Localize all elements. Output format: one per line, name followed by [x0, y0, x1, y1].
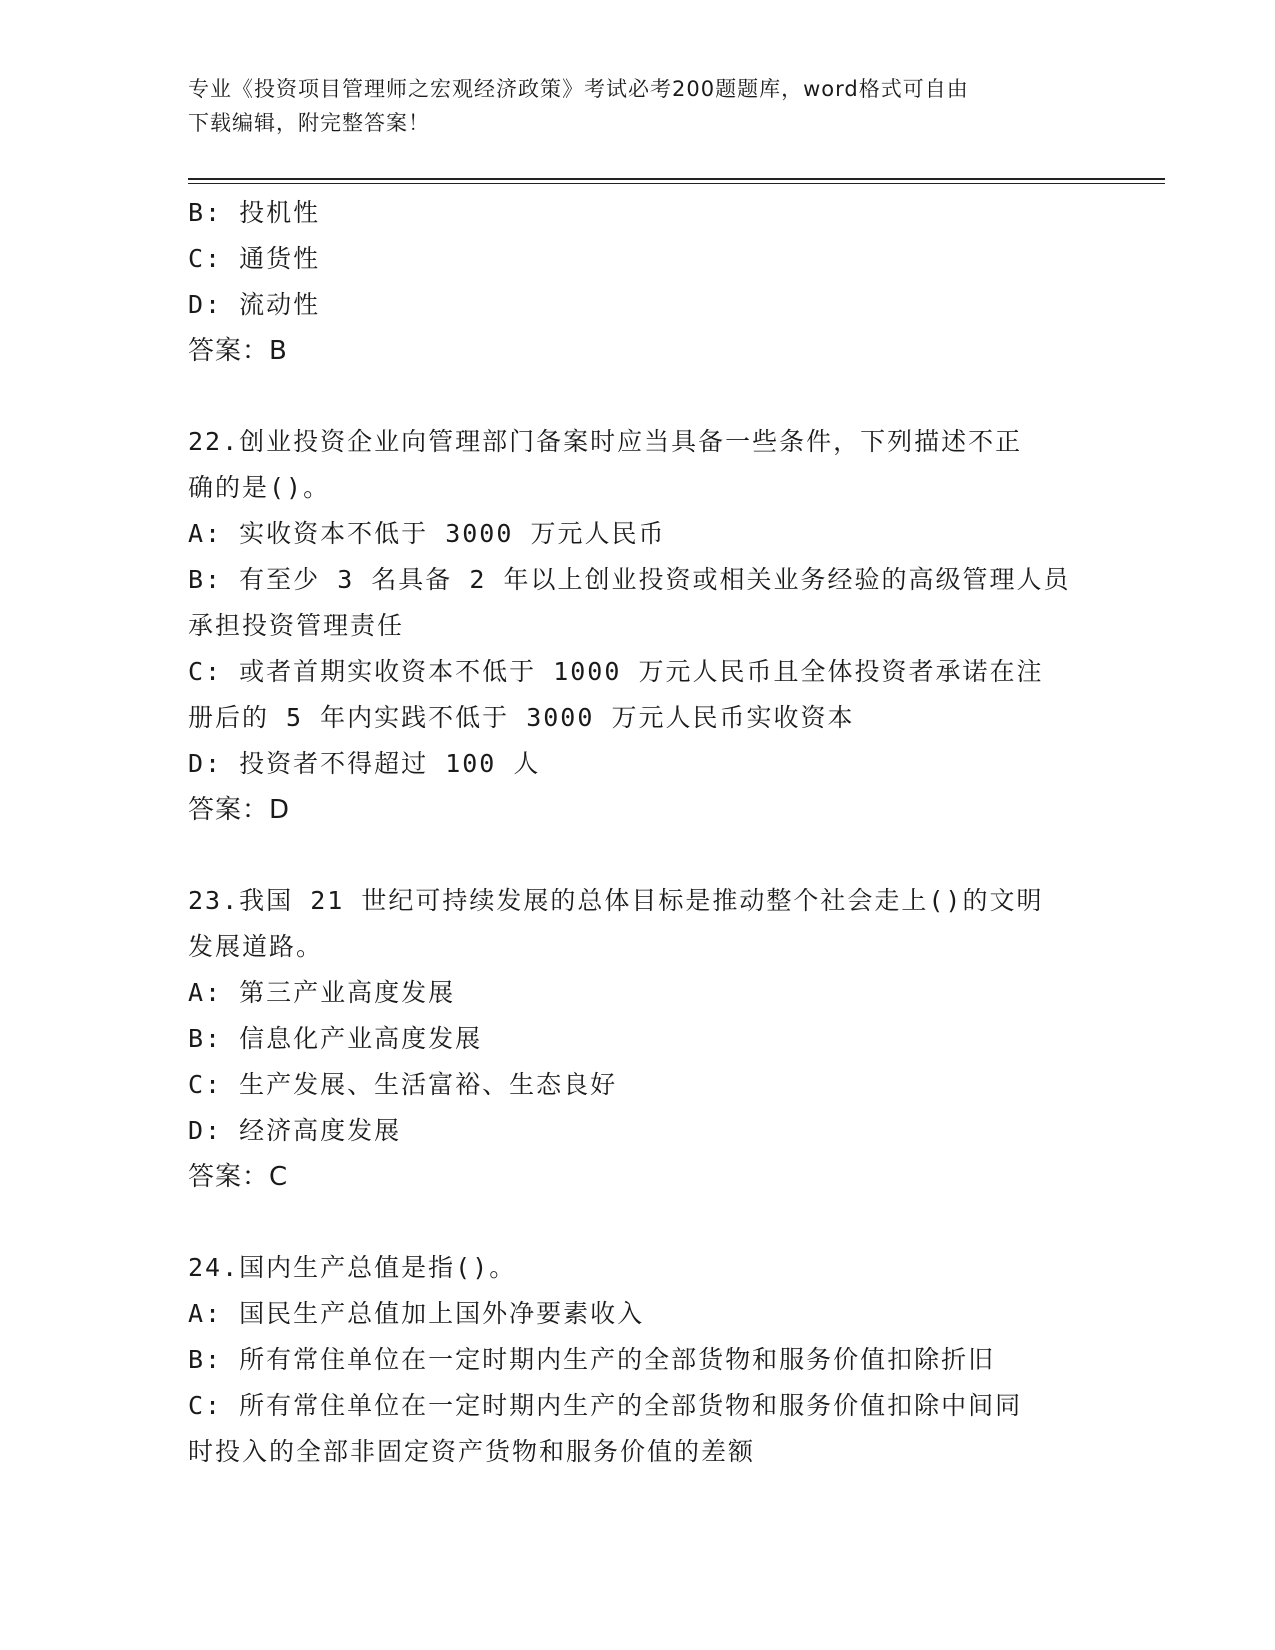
question-block [188, 419, 1088, 833]
option-line: D: 流动性 [188, 290, 321, 319]
option-line: 时投入的全部非固定资产货物和服务价值的差额 [188, 1437, 756, 1466]
option-line: C: 生产发展、生活富裕、生态良好 [188, 1070, 618, 1099]
question-block [188, 190, 1088, 374]
header-line: 专业《投资项目管理师之宏观经济政策》考试必考200题题库，word格式可自由 [188, 77, 969, 101]
option-line: B: 投机性 [188, 198, 321, 227]
spacer [188, 1200, 1088, 1245]
header-divider [188, 178, 1165, 180]
answer-line: 答案：B [188, 336, 288, 366]
option-line: C: 所有常住单位在一定时期内生产的全部货物和服务价值扣除中间同 [188, 1391, 1023, 1420]
question-text: 22.创业投资企业向管理部门备案时应当具备一些条件，下列描述不正 [188, 427, 1023, 456]
option-line: B: 所有常住单位在一定时期内生产的全部货物和服务价值扣除折旧 [188, 1345, 996, 1374]
answer-line: 答案：C [188, 1162, 289, 1192]
answer-line: 答案：D [188, 795, 291, 825]
option-line: C: 通货性 [188, 244, 321, 273]
option-line: A: 第三产业高度发展 [188, 978, 456, 1007]
option-line: D: 经济高度发展 [188, 1116, 402, 1145]
option-line: 册后的 5 年内实践不低于 3000 万元人民币实收资本 [188, 703, 855, 732]
option-line: C: 或者首期实收资本不低于 1000 万元人民币且全体投资者承诺在注 [188, 657, 1044, 686]
option-line: 承担投资管理责任 [188, 611, 405, 640]
option-line: A: 国民生产总值加上国外净要素收入 [188, 1299, 645, 1328]
header-line: 下载编辑，附完整答案！ [188, 111, 430, 135]
option-line: D: 投资者不得超过 100 人 [188, 749, 541, 778]
option-line: B: 有至少 3 名具备 2 年以上创业投资或相关业务经验的高级管理人员 [188, 565, 1071, 594]
question-text: 24.国内生产总值是指()。 [188, 1253, 517, 1282]
question-list [188, 190, 1088, 1475]
document-header [188, 72, 1088, 140]
question-block [188, 1245, 1088, 1475]
spacer [188, 833, 1088, 878]
header-divider-thin [188, 183, 1165, 184]
question-block [188, 878, 1088, 1200]
question-text: 23.我国 21 世纪可持续发展的总体目标是推动整个社会走上()的文明 [188, 886, 1044, 915]
option-line: A: 实收资本不低于 3000 万元人民币 [188, 519, 666, 548]
question-text: 发展道路。 [188, 932, 324, 961]
question-text: 确的是()。 [188, 473, 331, 502]
option-line: B: 信息化产业高度发展 [188, 1024, 483, 1053]
spacer [188, 374, 1088, 419]
